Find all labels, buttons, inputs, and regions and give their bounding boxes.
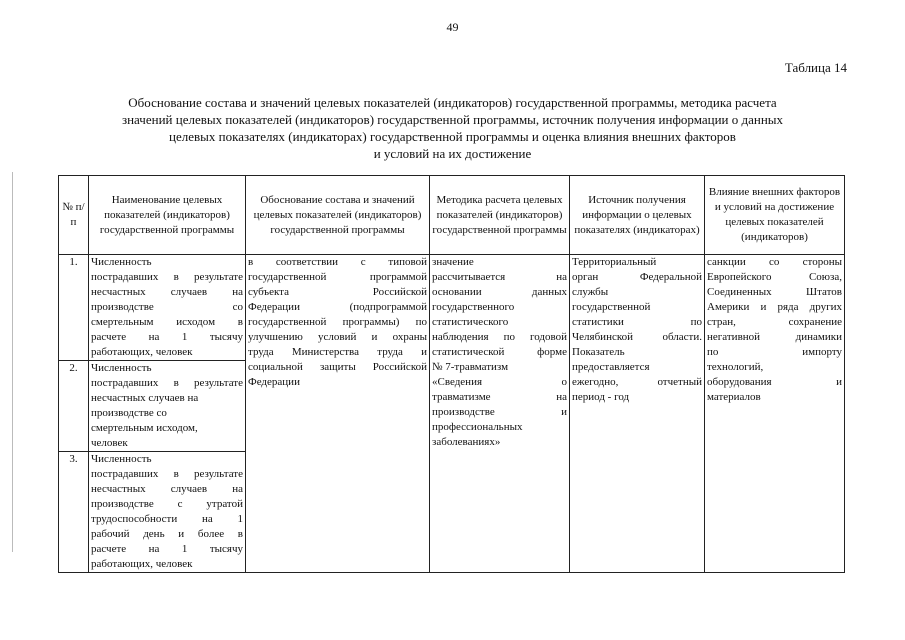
text-line: Численность — [91, 453, 152, 465]
header-justification: Обоснование состава и значений целевых показателей (индикаторов) государственной программы — [246, 176, 430, 255]
justification-cell — [246, 255, 430, 573]
heading-line: целевых показателях (индикаторах) государственной программы и оценка влияния внешних факторов — [169, 129, 736, 144]
indicator-name — [89, 255, 246, 361]
table-heading — [60, 94, 845, 162]
indicators-table — [58, 175, 845, 573]
text-line: № 7-травматизм — [432, 361, 509, 373]
text-line: смертельным исходом в — [91, 316, 243, 328]
row-number: 3. — [59, 452, 89, 573]
text-line: расчете на 1 тысячу — [91, 543, 243, 555]
text-line: статистики по — [572, 316, 702, 328]
header-name: Наименование целевых показателей (индикаторов) государственной программы — [89, 176, 246, 255]
text-line: Территориальный — [572, 256, 657, 268]
text-line: Челябинской области. — [572, 331, 702, 343]
heading-line: Обоснование состава и значений целевых показателей (индикаторов) государственной программы, методика расчета — [128, 95, 777, 110]
text-line: Америки и ряда других — [707, 301, 842, 313]
text-line: несчастных случаев на — [91, 392, 199, 404]
header-method: Методика расчета целевых показателей (индикаторов) государственной программы — [430, 176, 570, 255]
margin-line — [12, 172, 13, 552]
text-line: пострадавших в результате — [91, 468, 243, 480]
text-line: стран, сохранение — [707, 316, 842, 328]
table-label: Таблица 14 — [784, 60, 847, 75]
text-line: Численность — [91, 256, 152, 268]
text-line: предоставляется — [572, 361, 650, 373]
text-line: орган Федеральной — [572, 271, 702, 283]
text-line: производстве и — [432, 406, 567, 418]
text-line: государственной — [572, 301, 651, 313]
text-line: человек — [91, 437, 128, 449]
text-line: труда Министерства труда и — [248, 346, 427, 358]
text-line: пострадавших в результате — [91, 377, 243, 389]
text-line: заболеваниях» — [432, 436, 501, 448]
text-line: по импорту — [707, 346, 842, 358]
text-line: профессиональных — [432, 421, 523, 433]
text-line: значение — [432, 256, 474, 268]
table-row — [59, 255, 845, 361]
text-line: основании данных — [432, 286, 567, 298]
heading-line: и условий на их достижение — [373, 146, 532, 161]
text-line: расчете на 1 тысячу — [91, 331, 243, 343]
text-line: государственной программой — [248, 271, 427, 283]
header-source: Источник получения информации о целевых показателях (индикаторах) — [570, 176, 705, 255]
text-line: Федерации (подпрограммой — [248, 301, 427, 313]
text-line: производстве с утратой — [91, 498, 243, 510]
heading-line: значений целевых показателей (индикаторов) государственной программы, источник получения информации о данных — [121, 112, 784, 127]
text-line: рассчитывается на — [432, 271, 567, 283]
text-line: травматизме на — [432, 391, 567, 403]
text-line: трудоспособности на 1 — [91, 513, 243, 525]
text-line: производстве со — [91, 407, 167, 419]
text-line: наблюдения по годовой — [432, 331, 567, 343]
text-line: государственной программы) по — [248, 316, 427, 328]
text-line: Соединенных Штатов — [707, 286, 842, 298]
text-line: статистической форме — [432, 346, 567, 358]
text-line: социальной защиты Российской — [248, 361, 427, 373]
indicator-name — [89, 452, 246, 573]
text-line: службы — [572, 286, 609, 298]
text-line: ежегодно, отчетный — [572, 376, 702, 388]
text-line: статистического — [432, 316, 509, 328]
influence-cell — [705, 255, 845, 573]
page-number: 49 — [446, 20, 459, 34]
text-line: субъекта Российской — [248, 286, 427, 298]
text-line: Европейского Союза, — [707, 271, 842, 283]
text-line: несчастных случаев на — [91, 483, 243, 495]
text-line: несчастных случаев на — [91, 286, 243, 298]
text-line: материалов — [707, 391, 761, 403]
row-number: 1. — [59, 255, 89, 361]
text-line: производстве со — [91, 301, 243, 313]
text-line: санкции со стороны — [707, 256, 842, 268]
text-line: пострадавших в результате — [91, 271, 243, 283]
source-cell — [570, 255, 705, 573]
header-num: № п/п — [59, 176, 89, 255]
text-line: Федерации — [248, 376, 300, 388]
text-line: смертельным исходом, — [91, 422, 198, 434]
text-line: негативной динамики — [707, 331, 842, 343]
text-line: период - год — [572, 391, 630, 403]
text-line: оборудования и — [707, 376, 842, 388]
text-line: рабочий день и более в — [91, 528, 243, 540]
text-line: работающих, человек — [91, 346, 193, 358]
text-line: технологий, — [707, 361, 764, 373]
text-line: улучшению условий и охраны — [248, 331, 427, 343]
text-line: государственного — [432, 301, 515, 313]
table-header-row — [59, 176, 845, 255]
header-influence: Влияние внешних факторов и условий на достижение целевых показателей (индикаторов) — [705, 176, 845, 255]
text-line: Показатель — [572, 346, 625, 358]
row-number: 2. — [59, 361, 89, 452]
text-line: в соответствии с типовой — [248, 256, 427, 268]
text-line: работающих, человек — [91, 558, 193, 570]
indicator-name — [89, 361, 246, 452]
text-line: Численность — [91, 362, 152, 374]
text-line: «Сведения о — [432, 376, 567, 388]
method-cell — [430, 255, 570, 573]
